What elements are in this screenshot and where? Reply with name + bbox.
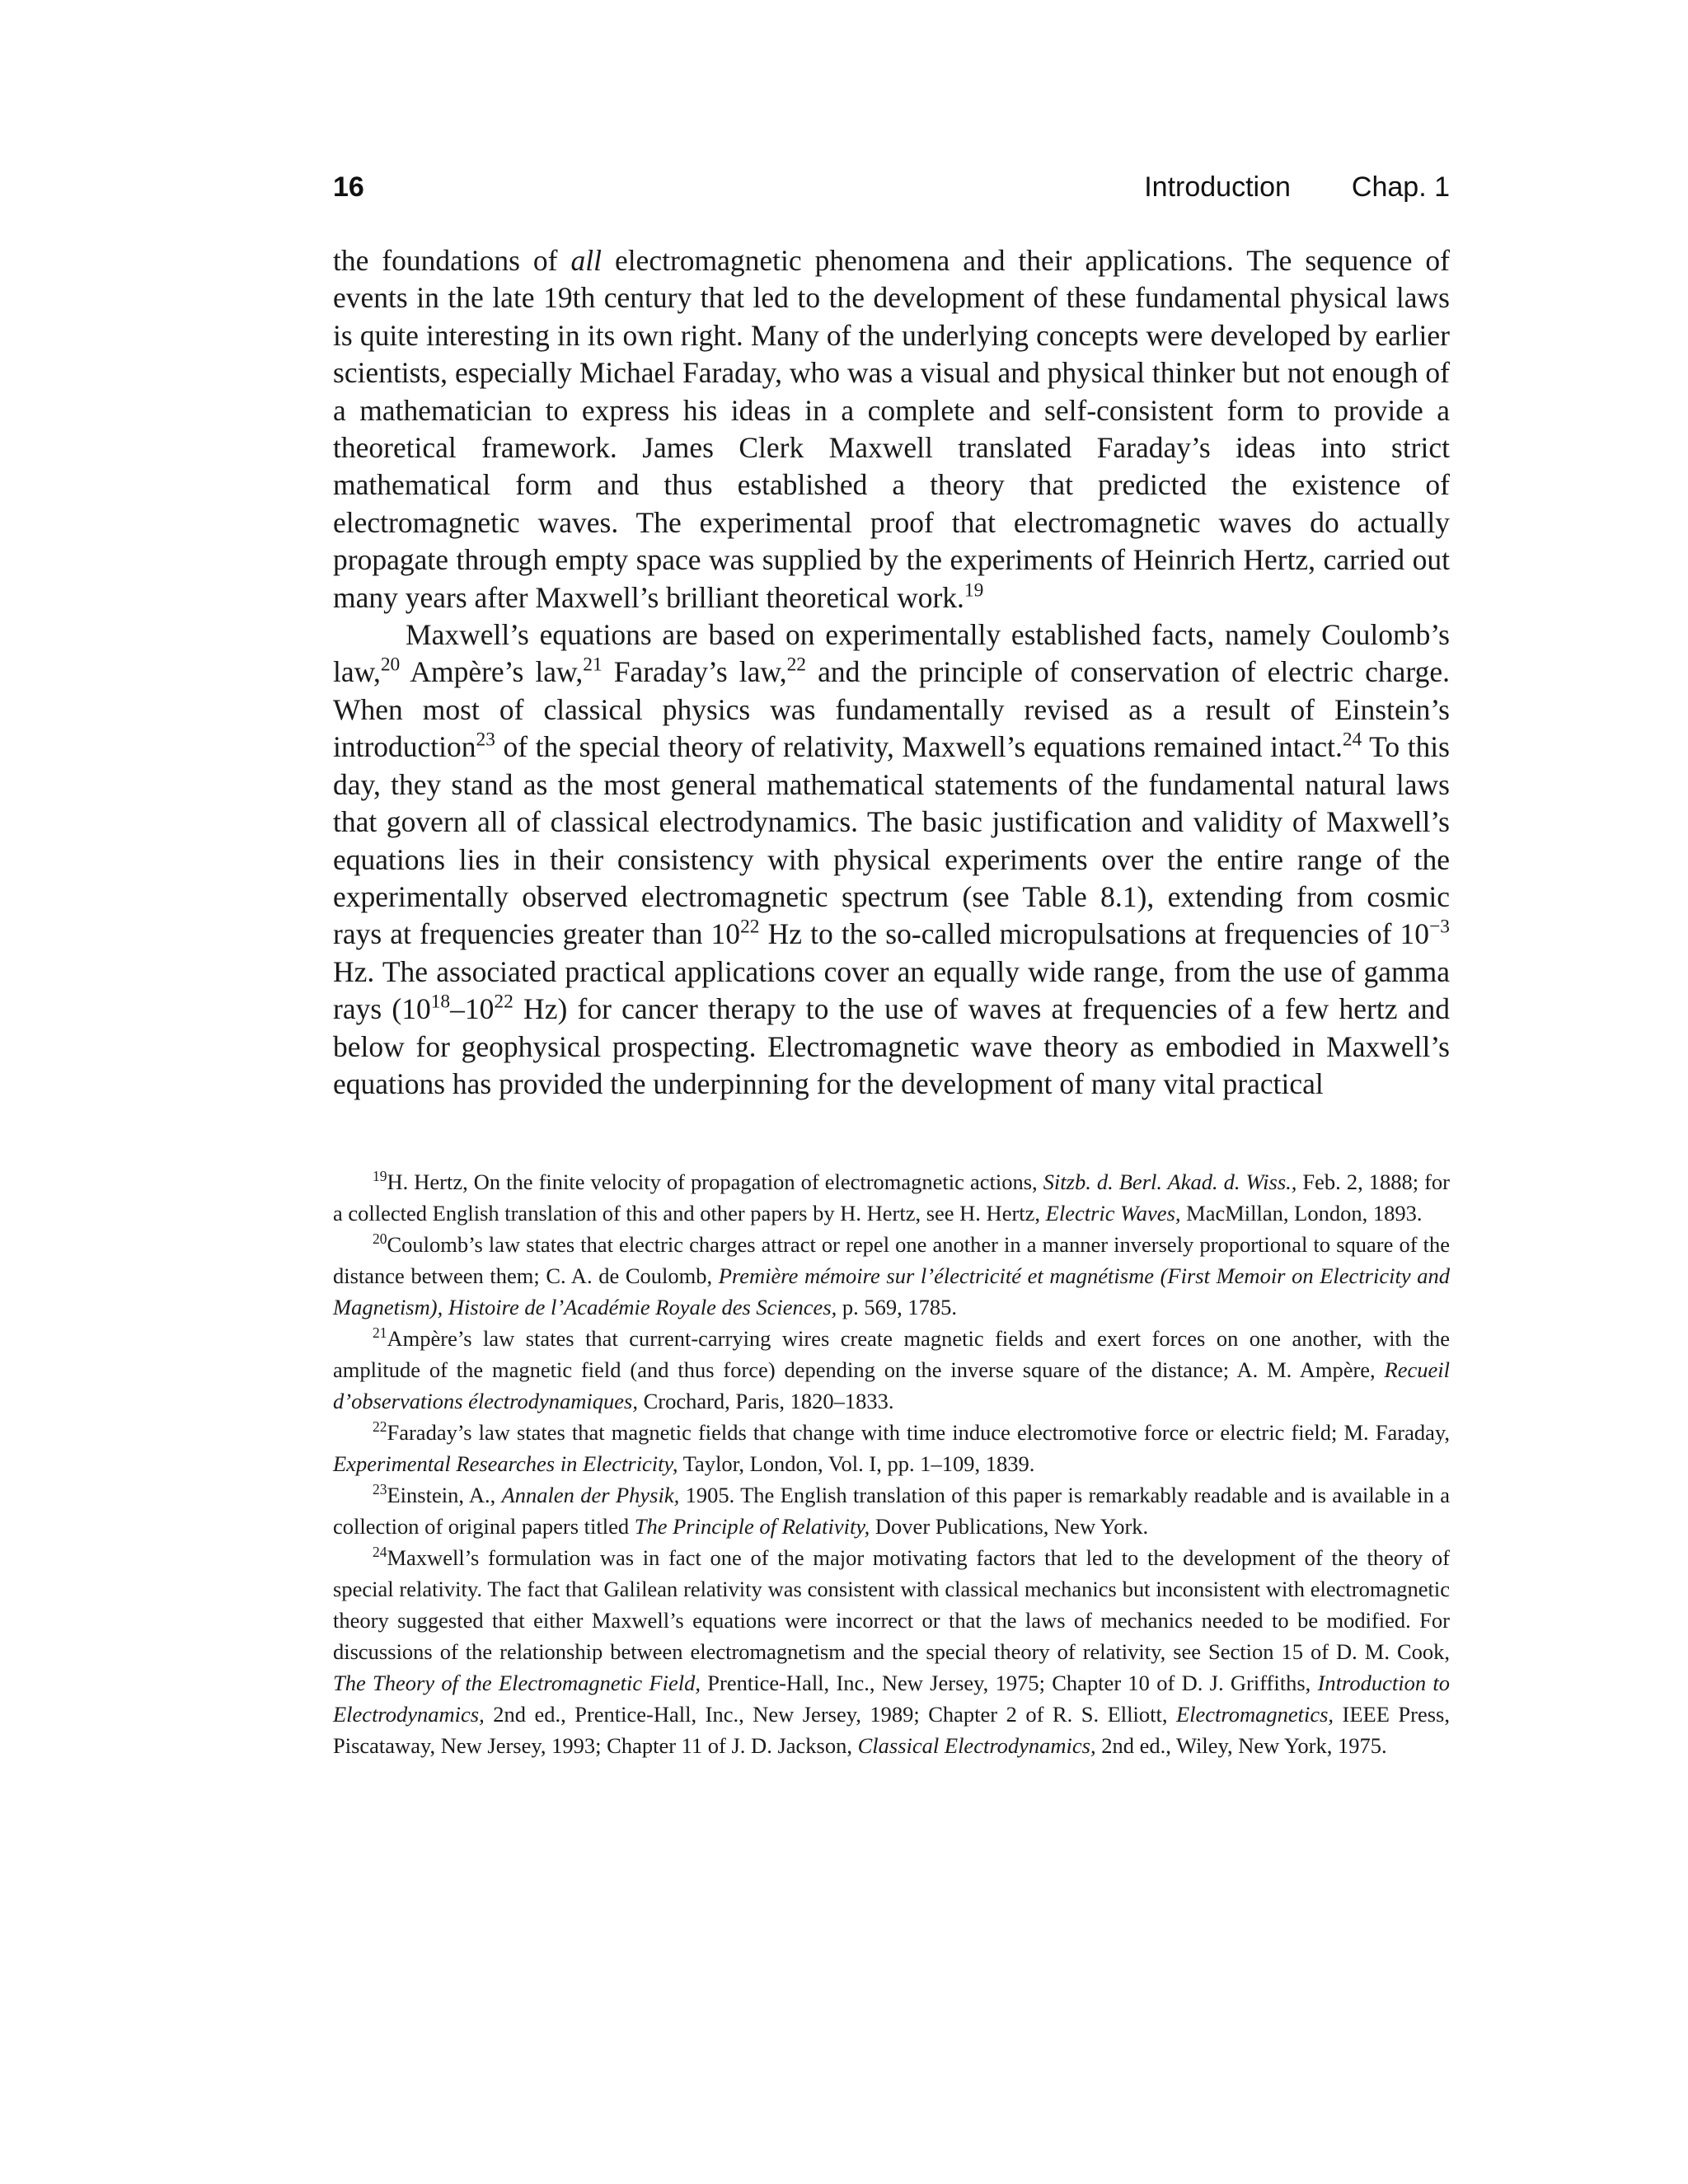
footnotes xyxy=(333,1166,1450,1761)
running-head-chapter: Chap. 1 xyxy=(1351,171,1450,203)
text-run: Prentice-Hall, Inc., New Jersey, 1975; Chapter 10 of D. J. Griffiths, xyxy=(700,1671,1318,1696)
exponent: 18 xyxy=(430,991,451,1013)
footnote-22 xyxy=(333,1417,1450,1479)
text-run: MacMillan, London, 1893. xyxy=(1180,1201,1423,1226)
text-run: Crochard, Paris, 1820–1833. xyxy=(637,1389,894,1414)
citation-title: Sitzb. d. Berl. Akad. d. Wiss., xyxy=(1043,1169,1297,1195)
text-run: 2nd ed., Wiley, New York, 1975. xyxy=(1095,1733,1387,1759)
footnote-ref-20: 20 xyxy=(380,654,401,676)
text-run: –10 xyxy=(450,992,495,1026)
citation-title: Electric Waves, xyxy=(1045,1201,1181,1226)
text-run: 1905. The English translation of this paper is remarkably readable and is available in a collection of original papers titled xyxy=(333,1483,1450,1540)
text-run: the foundations of xyxy=(333,244,571,277)
citation-title: Recueil d’observations électrodynamiques, xyxy=(333,1357,1450,1414)
text-run: of the special theory of relativity, Maxwell’s equations remained intact. xyxy=(495,730,1343,764)
footnote-24 xyxy=(333,1542,1450,1761)
text-run: Hz. The associated practical applications cover an equally wide range, from the use of gamma rays (10 xyxy=(333,954,1450,1026)
text-run: Ampère’s law states that current-carrying wires create magnetic fields and exert forces on one another, with the amplitude of the magnetic field (and thus force) depending on the inverse square of the distance; A. M. Ampère, xyxy=(333,1326,1450,1383)
footnote-20 xyxy=(333,1229,1450,1323)
text-run: H. Hertz, On the finite velocity of propagation of electromagnetic actions, xyxy=(387,1169,1043,1195)
footnote-number: 22 xyxy=(373,1418,387,1436)
footnote-number: 24 xyxy=(373,1544,387,1561)
footnote-ref-22: 22 xyxy=(786,654,807,676)
footnote-23 xyxy=(333,1479,1450,1542)
body-text xyxy=(333,242,1450,1103)
text-run: Feb. 2, 1888; for a collected English translation of this and other papers by H. Hertz, see H. Hertz, xyxy=(333,1169,1450,1226)
footnote-19 xyxy=(333,1166,1450,1229)
text-run: Maxwell’s formulation was in fact one of the major motivating factors that led to the development of the theory of special relativity. The fact that Galilean relativity was consistent with classical mechanics but inconsistent with electromagnetic theory suggested that either Maxwell’s equations were incorrect or that the laws of mechanics needed to be modified. For discussions of the relationship between electromagnetism and the special theory of relativity, see Section 15 of D. M. Cook, xyxy=(333,1545,1450,1665)
text-run: Hz) for cancer therapy to the use of waves at frequencies of a few hertz and below for geophysical prospecting. Electromagnetic wave theory as embodied in Maxwell’s equations has provided the underpinning for the development of many vital practical xyxy=(333,992,1450,1100)
citation-title: Première mémoire sur l’électricité et magnétisme (First Memoir on Electricity and Magnetism), Histoire de l’Académie Royale des Sciences, xyxy=(333,1263,1450,1320)
page-number: 16 xyxy=(333,171,364,203)
emphasis: all xyxy=(570,244,602,277)
text-run: Dover Publications, New York. xyxy=(870,1514,1149,1540)
footnote-21 xyxy=(333,1323,1450,1417)
footnote-number: 23 xyxy=(373,1481,387,1498)
footnote-ref-19: 19 xyxy=(964,579,984,602)
text-run: electromagnetic phenomena and their applications. The sequence of events in the late 19th century that led to the development of these fundamental physical laws is quite interesting in its own right. Many of the underlying concepts were developed by earlier scientists, especially Michael Faraday, who was a visual and physical thinker but not enough of a mathematician to express his ideas in a complete and self-consistent form to provide a theoretical framework. James Clerk Maxwell translated Faraday’s ideas into strict mathematical form and thus established a theory that predicted the existence of electromagnetic waves. The experimental proof that electromagnetic waves do actually propagate through empty space was supplied by the experiments of Heinrich Hertz, carried out many years after Maxwell’s brilliant theoretical work. xyxy=(333,244,1450,614)
text-run: Maxwell’s equations are based on experimentally established facts, namely Coulomb’s law, xyxy=(333,618,1450,689)
running-head-section: Introduction xyxy=(1144,171,1291,203)
text-run: and the principle of conservation of electric charge. When most of classical physics was fundamentally revised as a result of Einstein’s introduction xyxy=(333,655,1450,764)
running-head xyxy=(333,165,1450,206)
footnote-ref-23: 23 xyxy=(476,729,495,751)
exponent: 22 xyxy=(740,916,760,938)
text-run: Einstein, A., xyxy=(387,1483,502,1508)
text-run: Faraday’s law, xyxy=(602,655,787,689)
text-run: Hz to the so-called micropulsations at frequencies of 10 xyxy=(759,917,1430,951)
text-run: Taylor, London, Vol. I, pp. 1–109, 1839. xyxy=(678,1451,1035,1477)
exponent: 22 xyxy=(494,991,513,1013)
book-page xyxy=(333,165,1450,1761)
exponent: −3 xyxy=(1429,916,1450,938)
footnote-ref-24: 24 xyxy=(1342,729,1362,751)
citation-title: Electromagnetics, xyxy=(1175,1702,1334,1727)
text-run: To this day, they stand as the most general mathematical statements of the fundamental natural laws that govern all of classical electrodynamics. The basic justification and validity of Maxwell’s equations lies in their consistency with physical experiments over the entire range of the experimentally observed electromagnetic spectrum (see Table 8.1), extending from cosmic rays at frequencies greater than 10 xyxy=(333,730,1450,951)
text-run: Coulomb’s law states that electric charges attract or repel one another in a manner inversely proportional to square of the distance between them; C. A. de Coulomb, xyxy=(333,1232,1450,1289)
paragraph-2 xyxy=(333,616,1450,1103)
running-head-right xyxy=(1144,171,1450,204)
citation-title: Classical Electrodynamics, xyxy=(857,1733,1096,1759)
footnote-number: 20 xyxy=(373,1230,387,1248)
citation-title: Introduction to Electrodynamics, xyxy=(333,1671,1450,1727)
footnote-ref-21: 21 xyxy=(583,654,603,676)
text-run: IEEE Press, Piscataway, New Jersey, 1993; Chapter 11 of J. D. Jackson, xyxy=(333,1702,1450,1759)
citation-title: The Theory of the Electromagnetic Field, xyxy=(333,1671,701,1696)
paragraph-1 xyxy=(333,242,1450,616)
text-run: p. 569, 1785. xyxy=(837,1295,958,1320)
footnote-number: 19 xyxy=(373,1168,387,1185)
citation-title: The Principle of Relativity, xyxy=(634,1514,870,1540)
citation-title: Experimental Researches in Electricity, xyxy=(333,1451,678,1477)
footnote-number: 21 xyxy=(373,1324,387,1342)
text-run: 2nd ed., Prentice-Hall, Inc., New Jersey, 1989; Chapter 2 of R. S. Elliott, xyxy=(484,1702,1176,1727)
citation-title: Annalen der Physik, xyxy=(501,1483,680,1508)
text-run: Ampère’s law, xyxy=(400,655,584,689)
text-run: Faraday’s law states that magnetic fields that change with time induce electromotive force or electric field; M. Faraday, xyxy=(387,1420,1450,1446)
